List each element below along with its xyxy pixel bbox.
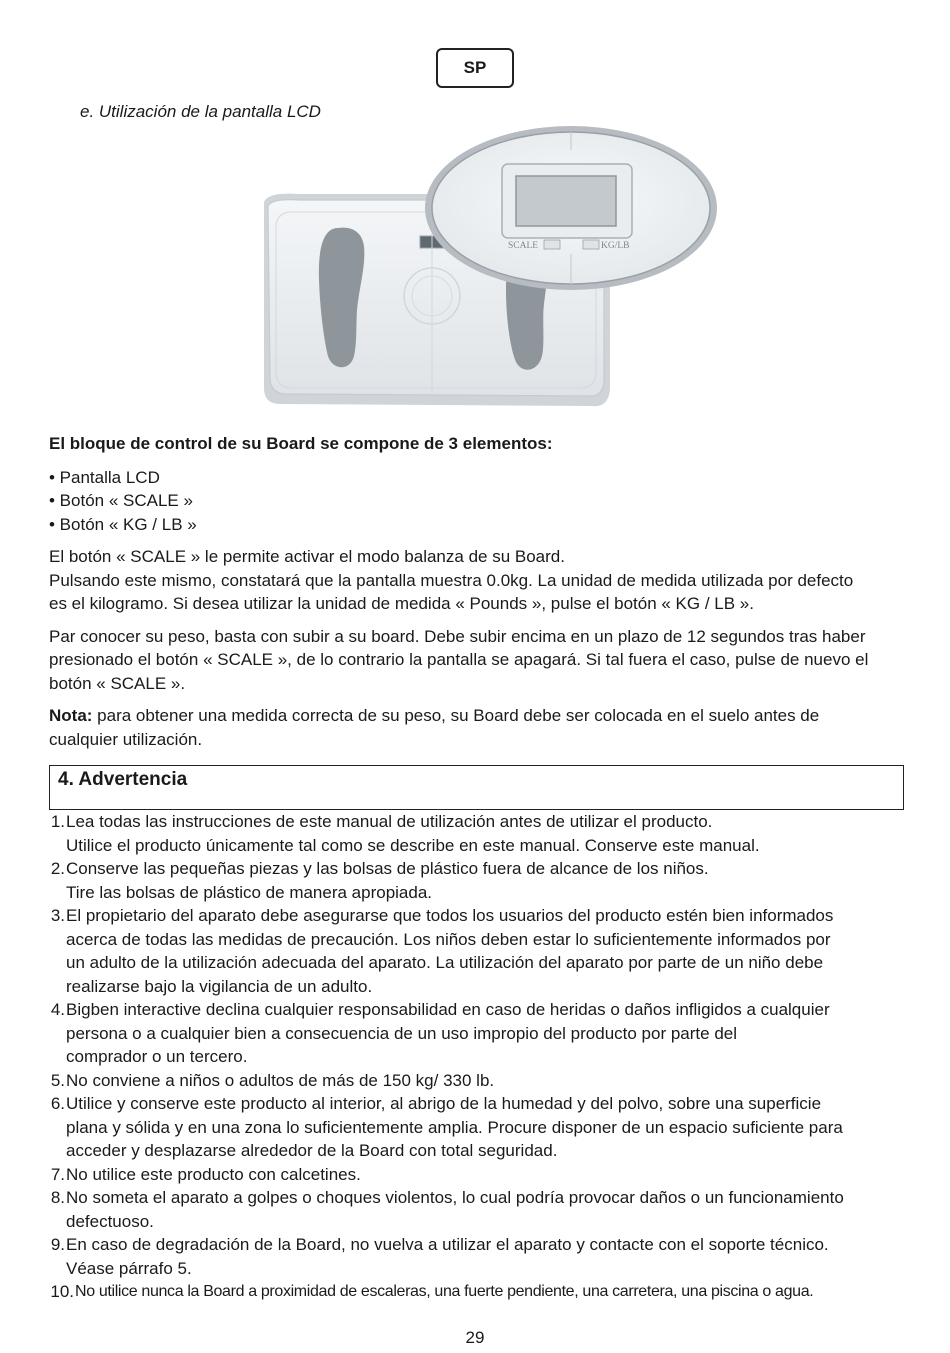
paragraph-line: Par conocer su peso, basta con subir a su board. Debe subir encima en un plazo de 12 segundos tras haber — [49, 626, 866, 646]
paragraph-line: presionado el botón « SCALE », de lo contrario la pantalla se apagará. Si tal fuera el caso, pulse de nuevo el — [49, 650, 869, 669]
balance-board-image — [258, 120, 728, 416]
list-item-lcd: • Pantalla LCD — [49, 467, 160, 487]
note-paragraph — [49, 704, 909, 728]
list-item: 10. No utilice nunca la Board a proximidad de escaleras, una fuerte pendiente, una carretera, una piscina o agua. — [48, 1280, 918, 1304]
scale-label: SCALE — [508, 241, 539, 251]
list-item: 5. No conviene a niños o adultos de más de 150 kg/ 330 lb. — [48, 1069, 918, 1093]
paragraph-line: es el kilogramo. Si desea utilizar la unidad de medida « Pounds », pulse el botón « KG / LB ». — [49, 594, 754, 613]
section-heading-e: e. Utilización de la pantalla LCD — [80, 102, 321, 121]
scale-button — [544, 240, 560, 249]
language-badge: SP — [436, 48, 514, 88]
item-number: 9. — [50, 1235, 65, 1254]
item-number: 5. — [50, 1070, 65, 1090]
note-text: para obtener una medida correcta de su peso, su Board debe ser colocada en el suelo antes de — [92, 706, 820, 725]
warning-list — [48, 810, 918, 1304]
list-item: 9. En caso de degradación de la Board, no vuelva a utilizar el aparato y contacte con el soporte técnico. Véase párrafo 5. — [48, 1233, 918, 1280]
list-item: 3. El propietario del aparato debe asegurarse que todos los usuarios del producto estén bien informados acerca de todas las medidas de precaución. Los niños deben estar lo suficientemente informados por un adulto de la utilización adecuada del aparato. La utilización del aparato por parte de un niño debe realizarse bajo la vigilancia de un adulto. — [48, 904, 918, 998]
paragraph-line: botón « SCALE ». — [49, 673, 186, 693]
page-number: 29 — [465, 1328, 485, 1347]
list-item-scale-button: • Botón « SCALE » — [49, 491, 193, 510]
kglb-button — [583, 240, 599, 249]
control-heading: El bloque de control de su Board se compone de 3 elementos: — [49, 434, 553, 453]
item-number: 1. — [50, 812, 65, 831]
item-number: 10. — [50, 1282, 74, 1301]
item-number: 4. — [50, 1000, 65, 1019]
paragraph-line: El botón « SCALE » le permite activar el modo balanza de su Board. — [49, 547, 565, 566]
item-number: 6. — [50, 1094, 65, 1113]
list-item: 6. Utilice y conserve este producto al interior, al abrigo de la humedad y del polvo, sobre una superficie plana y sólida y en una zona lo suficientemente amplia. Procure disponer de un espacio suficiente para acceder y desplazarse alrededor de la Board con total seguridad. — [48, 1092, 918, 1163]
list-item: 1. Lea todas las instrucciones de este manual de utilización antes de utilizar el producto. Utilice el producto únicamente tal como se describe en este manual. Conserve este manual. — [48, 810, 918, 857]
item-number: 3. — [50, 906, 65, 925]
item-number: 7. — [50, 1164, 65, 1184]
item-number: 2. — [50, 859, 65, 878]
note-text-continued: cualquier utilización. — [49, 729, 203, 749]
lcd-screen — [516, 176, 616, 226]
list-item-kglb-button: • Botón « KG / LB » — [49, 514, 197, 534]
control-section — [49, 432, 909, 751]
item-number: 8. — [50, 1188, 65, 1207]
kglb-label: KG/LB — [601, 241, 630, 251]
warning-heading-box — [49, 765, 904, 810]
list-item: 4. Bigben interactive declina cualquier responsabilidad en caso de heridas o daños infligidos a cualquier persona o a cualquier bien a consecuencia de un uso impropio del producto por parte del comprador o un tercero. — [48, 998, 918, 1069]
list-item: 2. Conserve las pequeñas piezas y las bolsas de plástico fuera de alcance de los niños. Tire las bolsas de plástico de manera apropiada. — [48, 857, 918, 904]
board-illustration — [258, 120, 728, 416]
warning-title: 4. Advertencia — [58, 769, 188, 790]
list-item: 7. No utilice este producto con calcetines. — [48, 1163, 918, 1187]
note-label: Nota: — [49, 706, 93, 725]
paragraph-line: Pulsando este mismo, constatará que la pantalla muestra 0.0kg. La unidad de medida utilizada por defecto — [49, 570, 854, 590]
list-item: 8. No someta el aparato a golpes o choques violentos, lo cual podría provocar daños o un funcionamiento defectuoso. — [48, 1186, 918, 1233]
